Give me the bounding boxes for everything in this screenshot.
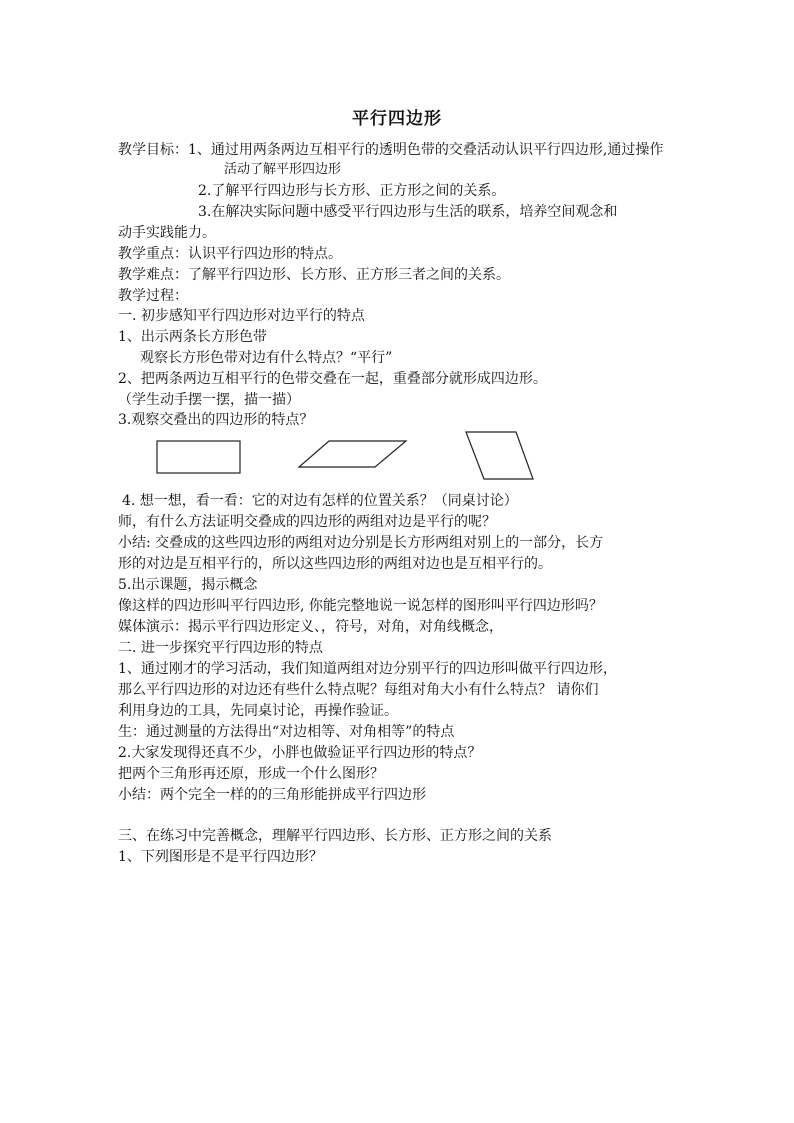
text-line: 1、通过刚才的学习活动，我们知道两组对边分别平行的四边形叫做平行四边形，: [118, 661, 617, 677]
text-line: 观察长方形色带对边有什么特点？“平行”: [140, 350, 393, 366]
text-line: 3.在解决实际问题中感受平行四边形与生活的联系，培养空间观念和: [198, 204, 618, 220]
text-line: 生：通过测量的方法得出“对边相等、对角相等”的特点: [118, 724, 455, 740]
text-line: 那么平行四边形的对边还有些什么特点呢？每组对角大小有什么特点？ 请你们: [118, 682, 599, 698]
text-line: 1、下列图形是不是平行四边形？: [118, 849, 323, 865]
text-line: 小结：两个完全一样的的三角形能拼成平行四边形: [118, 787, 426, 803]
text-line: 1、出示两条长方形色带: [118, 329, 267, 345]
text-line: （学生动手摆一摆，描一描）: [118, 392, 300, 408]
text-line: 小结: 交叠成的这些四边形的两组对边分别是长方形两组对别上的一部分，长方: [118, 535, 604, 551]
text-line: 2.了解平行四边形与长方形、正方形之间的关系。: [198, 183, 506, 199]
text-line: 形的对边是互相平行的，所以这些四边形的两组对边也是互相平行的。: [118, 556, 552, 572]
text-line: 教学目标：1、通过用两条两边互相平行的透明色带的交叠活动认识平行四边形,通过操作: [118, 142, 664, 158]
parallelogram-figure: [299, 441, 406, 467]
text-line: 活动了解平形四边形: [224, 162, 342, 177]
text-line: 像这样的四边形叫平行四边形, 你能完整地说一说怎样的图形叫平行四边形吗？: [118, 598, 603, 614]
text-line: 2、把两条两边互相平行的色带交叠在一起，重叠部分就形成四边形。: [118, 371, 547, 387]
text-line: 教学难点：了解平行四边形、长方形、正方形三者之间的关系。: [118, 267, 510, 283]
text-line: 把两个三角形再还原，形成一个什么图形？: [118, 766, 384, 782]
slanted-parallelogram-figure: [466, 432, 533, 479]
section-heading: 一. 初步感知平行四边形对边平行的特点: [118, 308, 365, 324]
text-line: 2.大家发现得还真不少，小胖也做验证平行四边形的特点？: [118, 745, 482, 761]
text-line: 3.观察交叠出的四边形的特点？: [118, 412, 314, 428]
text-line: 师，有什么方法证明交叠成的四边形的两组对边是平行的呢？: [118, 514, 496, 530]
text-line: 教学过程：: [118, 288, 188, 304]
section-heading: 三、在练习中完善概念，理解平行四边形、长方形、正方形之间的关系: [118, 828, 552, 844]
section-heading: 二. 进一步探究平行四边形的特点: [118, 640, 323, 656]
text-line: 5.出示课题，揭示概念: [118, 577, 258, 593]
text-line: 动手实践能力。: [118, 225, 216, 241]
text-line: 利用身边的工具，先同桌讨论，再操作验证。: [118, 703, 398, 719]
page-title: 平行四边形: [352, 109, 442, 129]
rectangle-figure: [157, 441, 240, 473]
text-line: 4. 想一想，看一看：它的对边有怎样的位置关系？（同桌讨论）: [122, 493, 518, 509]
text-line: 媒体演示：揭示平行四边形定义、，符号，对角，对角线概念，: [118, 619, 503, 635]
text-line: 教学重点：认识平行四边形的特点。: [118, 246, 342, 262]
